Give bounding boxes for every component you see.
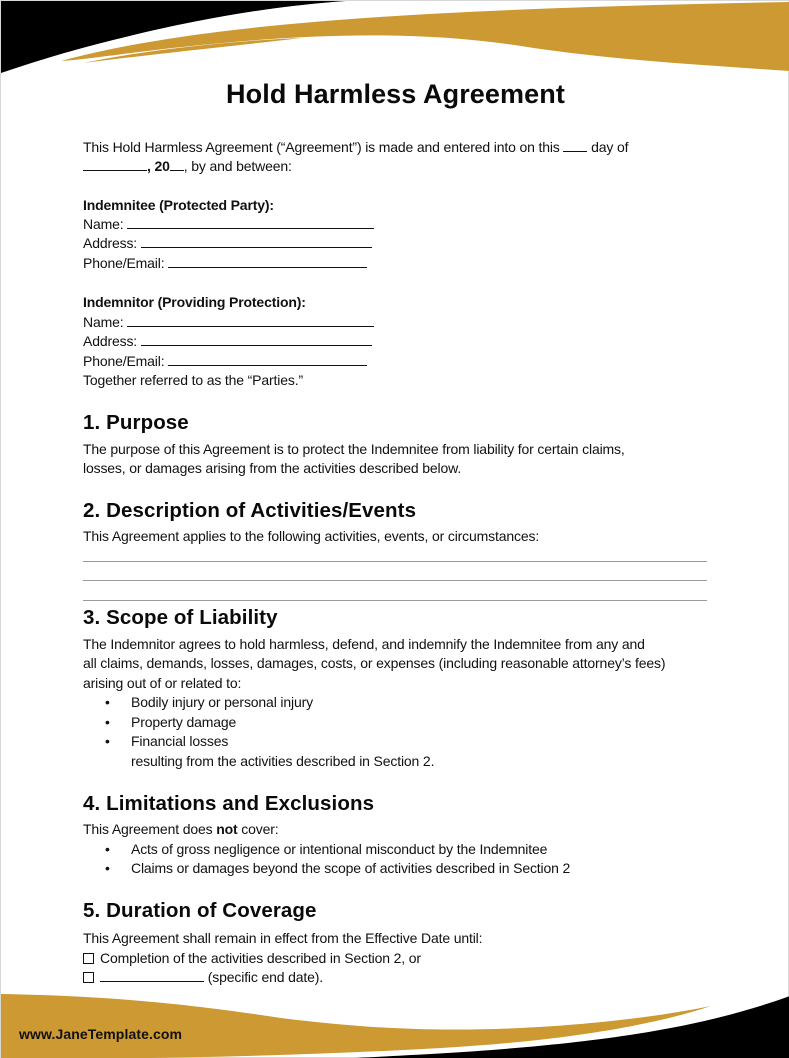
list-item: Property damage	[131, 714, 237, 730]
section-3-text-line: all claims, demands, losses, damages, costs, or expenses (including reasonable attorney’s fees)	[83, 655, 666, 671]
bullet-icon: •	[105, 714, 110, 730]
section-4-lead: This Agreement does not cover:	[83, 821, 279, 837]
document-title: Hold Harmless Agreement	[226, 79, 565, 109]
indemnitor-address-field[interactable]	[141, 332, 372, 346]
activities-blank-line-1[interactable]	[83, 561, 707, 562]
section-1-text-line: The purpose of this Agreement is to protect the Indemnitee from liability for certain claims,	[83, 441, 625, 457]
indemnitor-name-row: Name:	[83, 313, 374, 333]
day-blank[interactable]	[563, 138, 587, 152]
section-3-text-line: arising out of or related to:	[83, 675, 242, 691]
month-blank[interactable]	[83, 157, 147, 171]
duration-option-completion: Completion of the activities described in Section 2, or	[83, 949, 421, 969]
indemnitee-name-row: Name:	[83, 215, 374, 235]
footer-swoosh-decoration	[1, 986, 789, 1058]
indemnitor-phone-row: Phone/Email:	[83, 352, 367, 372]
intro-line-2: , 20 , by and between:	[83, 157, 292, 177]
bullet-icon: •	[105, 694, 110, 710]
activities-blank-line-3[interactable]	[83, 600, 707, 601]
activities-blank-line-2[interactable]	[83, 580, 707, 581]
section-1-heading: 1. Purpose	[83, 411, 189, 434]
section-5-text-line: This Agreement shall remain in effect from the Effective Date until:	[83, 930, 483, 946]
indemnitor-address-row: Address:	[83, 332, 372, 352]
indemnitor-name-field[interactable]	[127, 313, 374, 327]
intro-line-1: This Hold Harmless Agreement (“Agreement”) is made and entered into on this day of	[83, 139, 629, 155]
checkbox-icon[interactable]	[83, 972, 94, 983]
list-item: Claims or damages beyond the scope of activities described in Section 2	[131, 860, 571, 876]
section-3-heading: 3. Scope of Liability	[83, 606, 278, 629]
section-5-heading: 5. Duration of Coverage	[83, 899, 317, 922]
footer-website-link[interactable]: www.JaneTemplate.com	[19, 1026, 183, 1042]
section-4-heading: 4. Limitations and Exclusions	[83, 792, 375, 815]
indemnitee-heading: Indemnitee (Protected Party):	[83, 197, 274, 213]
section-2-heading: 2. Description of Activities/Events	[83, 499, 417, 522]
indemnitee-address-row: Address:	[83, 234, 372, 254]
checkbox-icon[interactable]	[83, 953, 94, 964]
header-swoosh-decoration	[1, 1, 789, 81]
indemnitor-phone-field[interactable]	[168, 352, 367, 366]
indemnitee-name-field[interactable]	[127, 215, 374, 229]
list-item: Bodily injury or personal injury	[131, 694, 313, 710]
bullet-icon: •	[105, 860, 110, 876]
bullet-icon: •	[105, 733, 110, 749]
indemnitor-heading: Indemnitor (Providing Protection):	[83, 294, 306, 310]
year-blank[interactable]	[170, 157, 184, 171]
parties-note: Together referred to as the “Parties.”	[83, 372, 303, 388]
section-3-after-bullets: resulting from the activities described in Section 2.	[131, 753, 435, 769]
bullet-icon: •	[105, 841, 110, 857]
section-3-text-line: The Indemnitor agrees to hold harmless, defend, and indemnify the Indemnitee from any and	[83, 636, 645, 652]
list-item: Acts of gross negligence or intentional misconduct by the Indemnitee	[131, 841, 548, 857]
section-2-text-line: This Agreement applies to the following activities, events, or circumstances:	[83, 528, 540, 544]
list-item: Financial losses	[131, 733, 229, 749]
indemnitee-phone-row: Phone/Email:	[83, 254, 367, 274]
indemnitee-phone-field[interactable]	[168, 254, 367, 268]
indemnitee-address-field[interactable]	[141, 234, 372, 248]
section-1-text-line: losses, or damages arising from the activities described below.	[83, 460, 462, 476]
end-date-field[interactable]	[100, 968, 204, 982]
duration-option-end-date: (specific end date).	[83, 968, 323, 988]
